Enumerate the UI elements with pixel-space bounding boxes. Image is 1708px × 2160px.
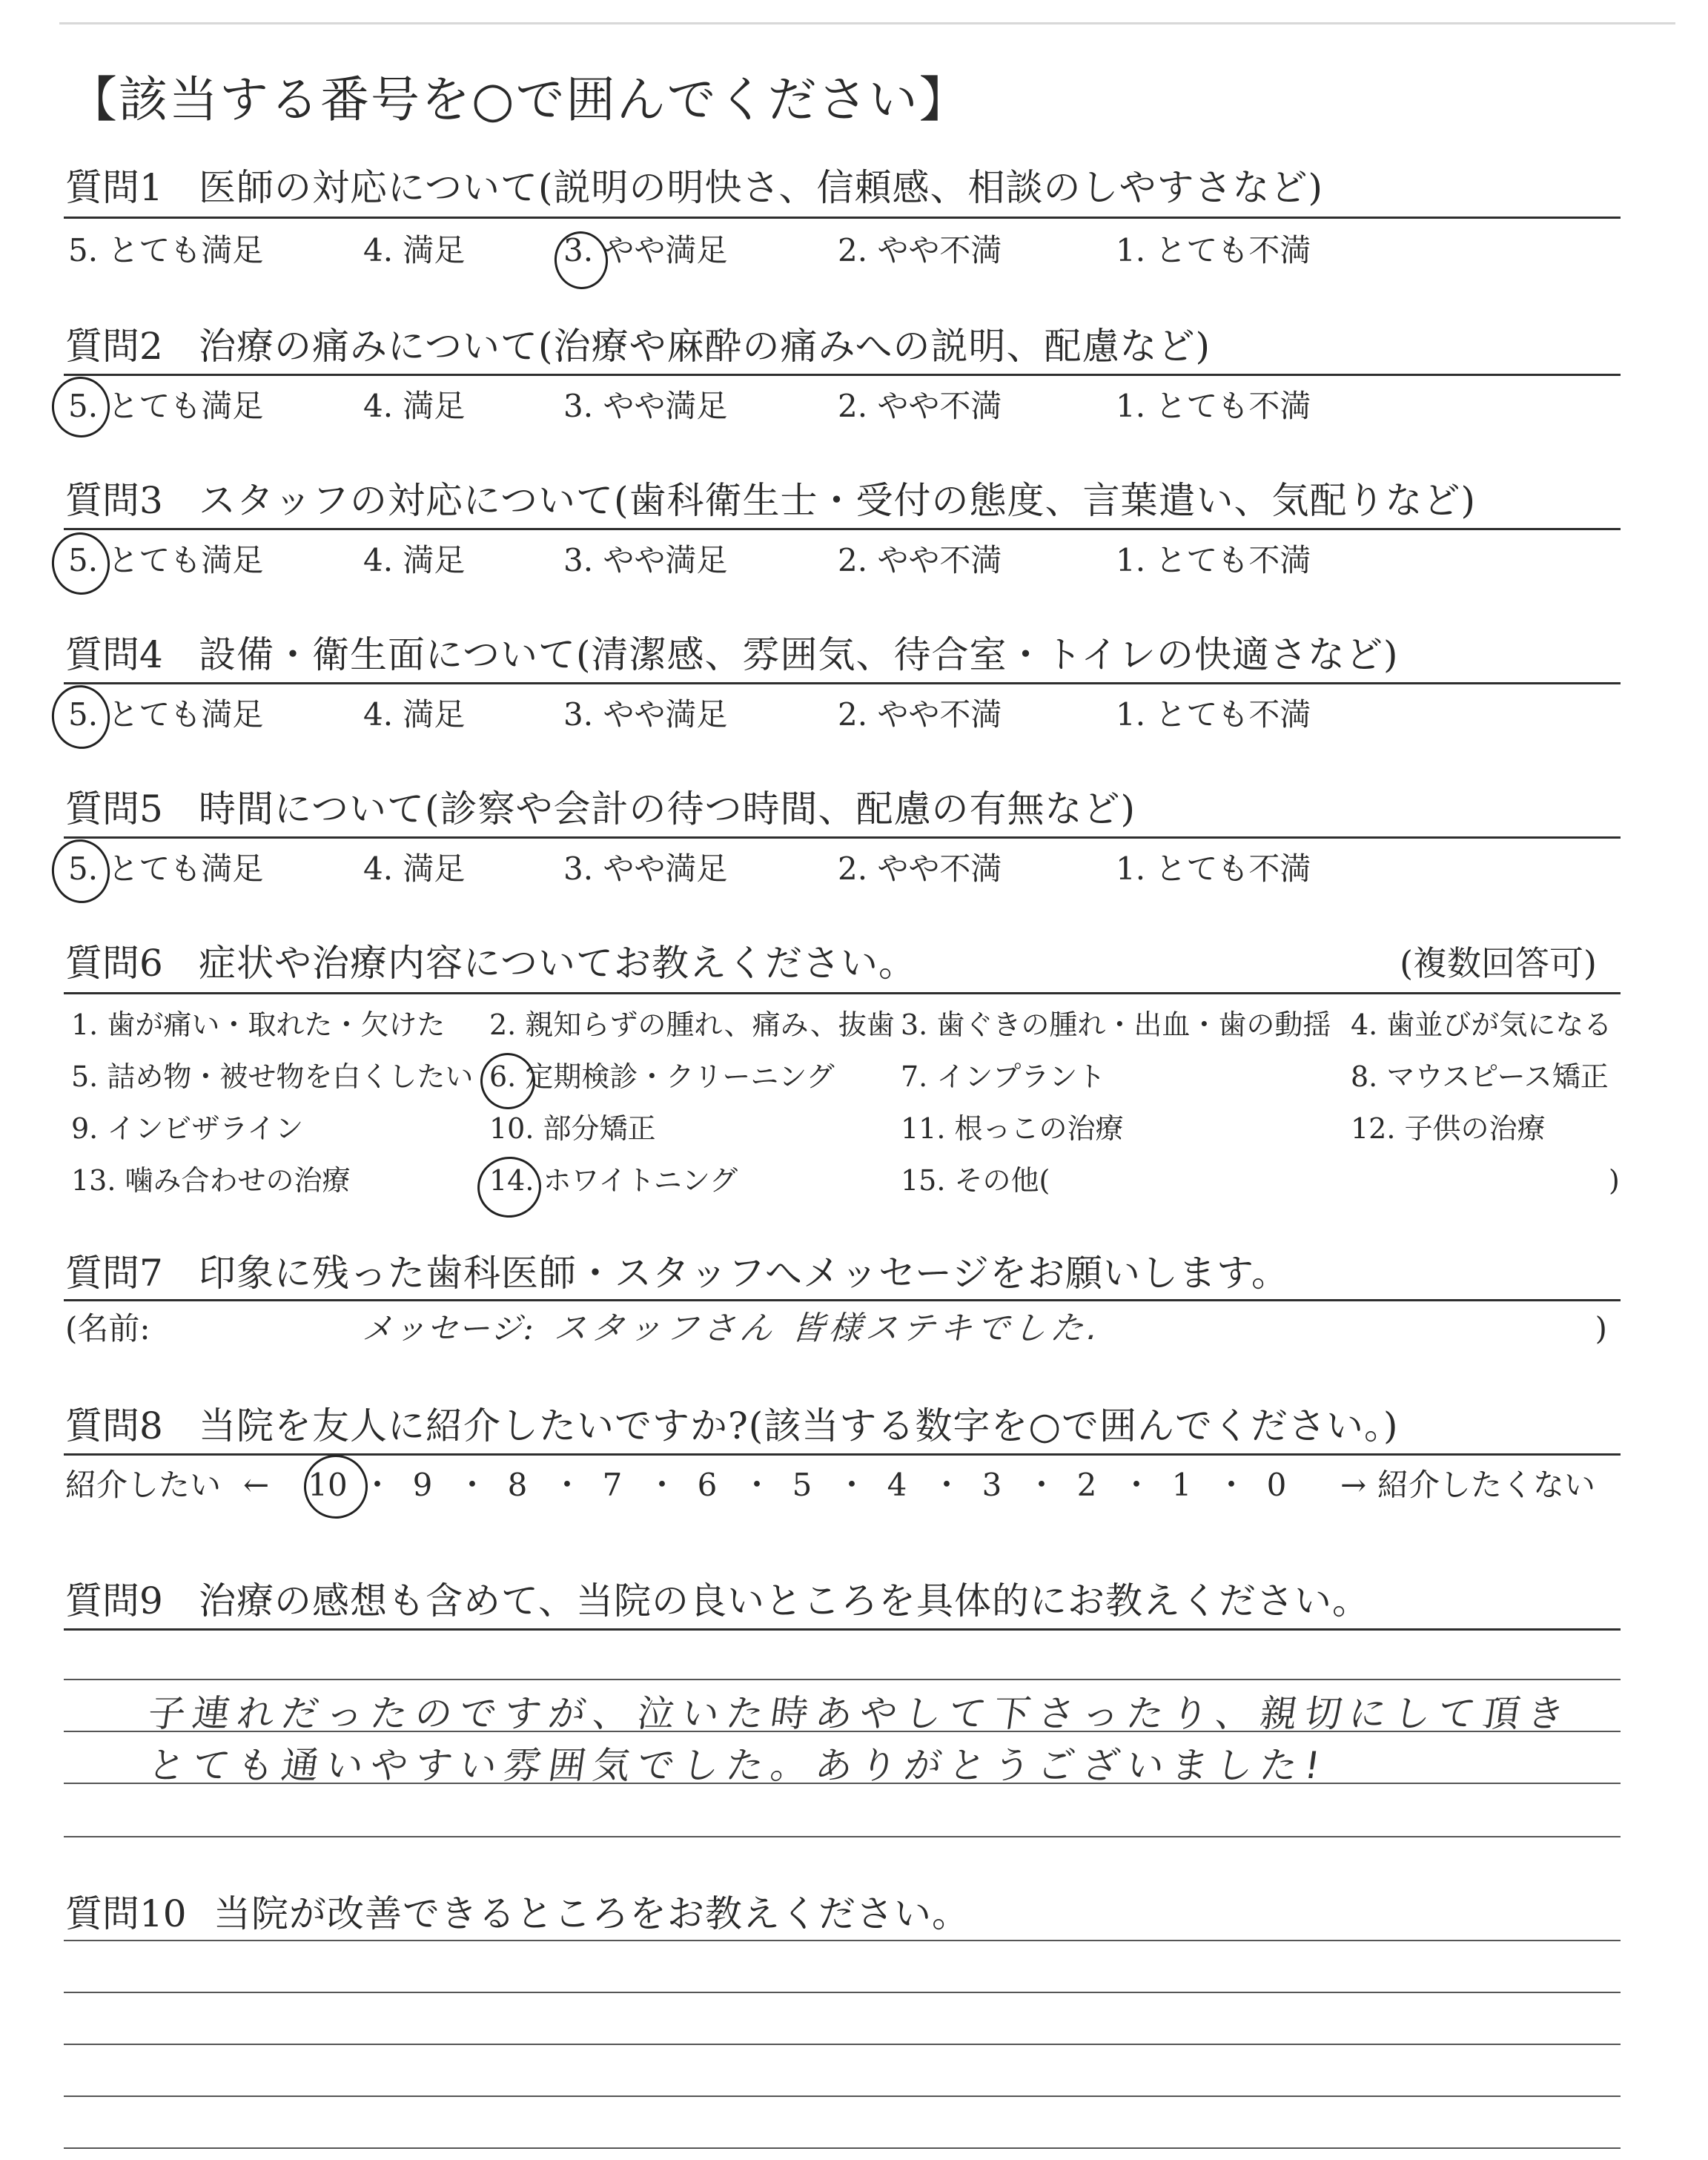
- option-5[interactable]: 5. とても満足: [68, 232, 264, 268]
- question-4-rule: [64, 682, 1621, 684]
- question-text: 治療の感想も含めて、当院の良いところを具体的にお教えください。: [199, 1579, 1370, 1622]
- option-2[interactable]: 2. やや不満: [838, 542, 1002, 578]
- other-close-paren: ): [1609, 1164, 1620, 1197]
- option-1[interactable]: 1. とても不満: [1116, 542, 1311, 578]
- close-paren: ): [1595, 1310, 1607, 1347]
- question-number: 質問10: [65, 1892, 187, 1935]
- option-4[interactable]: 4. 満足: [363, 851, 466, 887]
- symptom-option[interactable]: 12. 子供の治療: [1351, 1112, 1546, 1145]
- not-recommend-label: 紹介したくない: [1377, 1467, 1596, 1503]
- symptom-option[interactable]: 5. 詰め物・被せ物を白くしたい: [71, 1060, 474, 1093]
- top-scan-line: [59, 22, 1675, 24]
- handwritten-answer-line[interactable]: とても通いやすい雰囲気でした。ありがとうございました!: [145, 1744, 1331, 1787]
- option-4[interactable]: 4. 満足: [363, 696, 466, 733]
- scale-dot: ・: [362, 1467, 394, 1503]
- question-text: 当院を友人に紹介したいですか?(該当する数字を○で囲んでください。): [199, 1404, 1399, 1447]
- question-7-title: [65, 1247, 1289, 1299]
- question-10-title: [65, 1888, 970, 1940]
- answer-line: [64, 2044, 1621, 2045]
- question-number: 質問8: [65, 1404, 163, 1447]
- question-number: 質問5: [65, 787, 163, 830]
- question-1-title: [65, 162, 1323, 214]
- question-text: スタッフの対応について(歯科衛生士・受付の態度、言葉遣い、気配りなど): [199, 479, 1477, 522]
- symptom-option[interactable]: 9. インビザライン: [71, 1112, 304, 1145]
- symptom-option[interactable]: 15. その他(: [901, 1164, 1050, 1197]
- scale-value[interactable]: 7: [602, 1467, 623, 1503]
- option-2[interactable]: 2. やや不満: [838, 696, 1002, 733]
- question-8-title: [65, 1400, 1398, 1452]
- scale-dot: ・: [741, 1467, 773, 1503]
- symptom-option[interactable]: 10. 部分矯正: [489, 1112, 656, 1145]
- question-number: 質問3: [65, 479, 163, 522]
- question-number: 質問2: [65, 325, 163, 368]
- question-text: 印象に残った歯科医師・スタッフへメッセージをお願いします。: [199, 1252, 1289, 1295]
- option-2[interactable]: 2. やや不満: [838, 851, 1002, 887]
- option-5[interactable]: 5. とても満足: [68, 851, 264, 887]
- scale-dot: ・: [552, 1467, 583, 1503]
- question-3-title: [65, 475, 1476, 526]
- scale-value[interactable]: 6: [697, 1467, 718, 1503]
- handwritten-answer-line[interactable]: 子連れだったのですが、泣いた時あやして下さったり、親切にして頂き: [145, 1692, 1575, 1735]
- question-number: 質問9: [65, 1579, 163, 1622]
- question-5-rule: [64, 836, 1621, 839]
- option-5[interactable]: 5. とても満足: [68, 388, 264, 424]
- symptom-option[interactable]: 2. 親知らずの腫れ、痛み、抜歯: [489, 1008, 895, 1041]
- question-8-rule: [64, 1453, 1621, 1456]
- scale-value[interactable]: 3: [982, 1467, 1002, 1503]
- question-text: 設備・衛生面について(清潔感、雰囲気、待合室・トイレの快適さなど): [199, 633, 1399, 676]
- answer-line: [64, 1679, 1621, 1680]
- question-7-rule: [64, 1299, 1621, 1301]
- question-number: 質問7: [65, 1252, 163, 1295]
- symptom-option[interactable]: 6. 定期検診・クリーニング: [489, 1060, 835, 1093]
- question-5-title: [65, 783, 1136, 835]
- recommend-label: 紹介したい: [65, 1467, 222, 1503]
- option-1[interactable]: 1. とても不満: [1116, 696, 1311, 733]
- question-text: 時間について(診察や会計の待つ時間、配慮の有無など): [199, 787, 1136, 830]
- scale-dot: ・: [931, 1467, 963, 1503]
- question-text: 当院が改善できるところをお教えください。: [214, 1892, 970, 1935]
- question-number: 質問6: [65, 942, 163, 985]
- scale-value[interactable]: 10: [308, 1467, 348, 1503]
- message-label: メッセージ:: [362, 1310, 535, 1347]
- arrow-right-icon: →: [1340, 1467, 1367, 1503]
- recommend-scale: [65, 1459, 1622, 1511]
- question-2-title: [65, 320, 1211, 372]
- symptom-option[interactable]: 14. ホワイトニング: [489, 1164, 738, 1197]
- option-2[interactable]: 2. やや不満: [838, 232, 1002, 268]
- option-3[interactable]: 3. やや満足: [563, 542, 728, 578]
- option-4[interactable]: 4. 満足: [363, 542, 466, 578]
- option-1[interactable]: 1. とても不満: [1116, 232, 1311, 268]
- option-1[interactable]: 1. とても不満: [1116, 851, 1311, 887]
- symptom-option[interactable]: 3. 歯ぐきの腫れ・出血・歯の動揺: [901, 1008, 1331, 1041]
- symptom-option[interactable]: 8. マウスピース矯正: [1351, 1060, 1609, 1093]
- scale-value[interactable]: 8: [507, 1467, 528, 1503]
- question-6-rule: [64, 992, 1621, 994]
- scale-dot: ・: [1026, 1467, 1058, 1503]
- scale-value[interactable]: 9: [412, 1467, 433, 1503]
- scale-value[interactable]: 5: [792, 1467, 812, 1503]
- option-4[interactable]: 4. 満足: [363, 388, 466, 424]
- question-number: 質問4: [65, 633, 163, 676]
- option-3[interactable]: 3. やや満足: [563, 232, 728, 268]
- question-text: 症状や治療内容についてお教えください。: [199, 942, 916, 985]
- option-5[interactable]: 5. とても満足: [68, 696, 264, 733]
- question-text: 医師の対応について(説明の明快さ、信頼感、相談のしやすさなど): [199, 166, 1324, 209]
- scale-value[interactable]: 4: [887, 1467, 907, 1503]
- option-4[interactable]: 4. 満足: [363, 232, 466, 268]
- scale-dot: ・: [1216, 1467, 1248, 1503]
- question-1-rule: [64, 217, 1621, 219]
- question-text: 治療の痛みについて(治療や麻酔の痛みへの説明、配慮など): [199, 325, 1211, 368]
- page-heading: 【該当する番号を○で囲んでください】: [68, 71, 970, 128]
- scale-value[interactable]: 1: [1171, 1467, 1192, 1503]
- symptom-option[interactable]: 7. インプラント: [901, 1060, 1106, 1093]
- answer-line: [64, 2147, 1621, 2149]
- option-5[interactable]: 5. とても満足: [68, 542, 264, 578]
- option-2[interactable]: 2. やや不満: [838, 388, 1002, 424]
- symptom-option[interactable]: 11. 根っこの治療: [901, 1112, 1124, 1145]
- answer-line: [64, 1940, 1621, 1941]
- question-4-title: [65, 629, 1399, 681]
- symptom-option[interactable]: 13. 噛み合わせの治療: [71, 1164, 351, 1197]
- answer-line: [64, 2095, 1621, 2097]
- question-number: 質問1: [65, 166, 163, 209]
- question-2-rule: [64, 374, 1621, 376]
- scale-dot: ・: [836, 1467, 868, 1503]
- scale-dot: ・: [1121, 1467, 1153, 1503]
- answer-line: [64, 1836, 1621, 1837]
- name-label: (名前:: [65, 1310, 150, 1347]
- question-6-title: [65, 937, 916, 989]
- message-handwriting[interactable]: スタッフさん 皆様ステキでした.: [552, 1309, 1105, 1347]
- question-9-title: [65, 1575, 1370, 1627]
- question-3-rule: [64, 528, 1621, 530]
- scale-value[interactable]: 2: [1076, 1467, 1097, 1503]
- answer-circle: [48, 373, 114, 441]
- symptom-option[interactable]: 4. 歯並びが気になる: [1351, 1008, 1612, 1041]
- scale-dot: ・: [646, 1467, 678, 1503]
- arrow-left-icon: ←: [243, 1467, 270, 1503]
- answer-line: [64, 1992, 1621, 1993]
- answer-line: [64, 1628, 1621, 1631]
- option-3[interactable]: 3. やや満足: [563, 696, 728, 733]
- multiple-answers-note: (複数回答可): [1400, 943, 1597, 983]
- symptom-option[interactable]: 1. 歯が痛い・取れた・欠けた: [71, 1008, 446, 1041]
- scale-value[interactable]: 0: [1266, 1467, 1287, 1503]
- option-1[interactable]: 1. とても不満: [1116, 388, 1311, 424]
- option-3[interactable]: 3. やや満足: [563, 851, 728, 887]
- option-3[interactable]: 3. やや満足: [563, 388, 728, 424]
- scale-dot: ・: [457, 1467, 489, 1503]
